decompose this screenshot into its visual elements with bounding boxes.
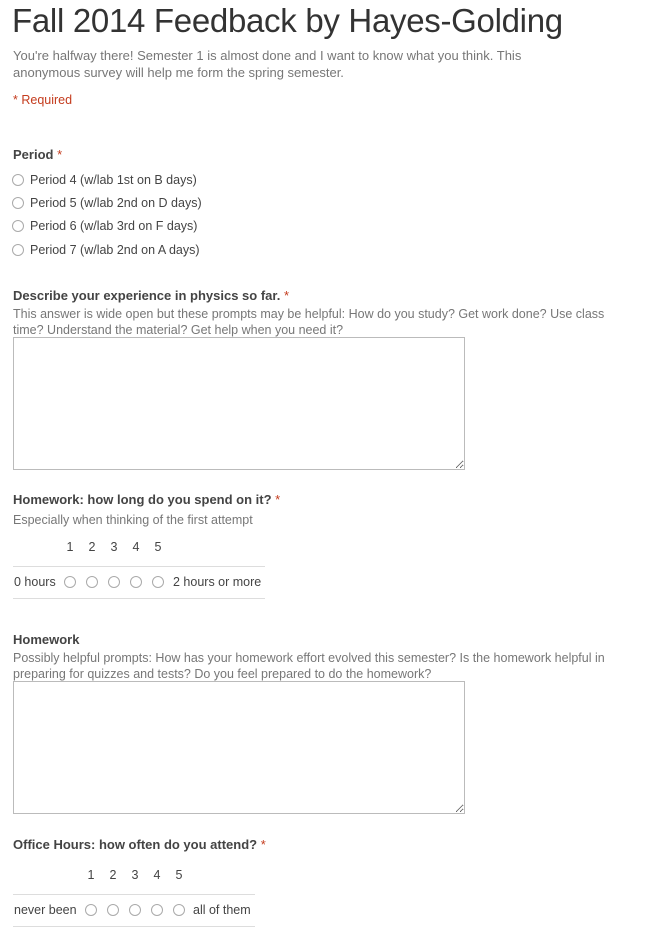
homework-question-label: Homework: [13, 632, 80, 647]
scale-radio-2[interactable]: [86, 576, 98, 588]
radio-button[interactable]: [12, 197, 24, 209]
scale-number: 2: [109, 868, 117, 882]
scale-radio-4[interactable]: [151, 904, 163, 916]
scale-radio-5[interactable]: [173, 904, 185, 916]
scale-number: 1: [66, 540, 74, 554]
scale-number: 5: [154, 540, 162, 554]
scale-radio-3[interactable]: [108, 576, 120, 588]
form-title: Fall 2014 Feedback by Hayes-Golding: [12, 2, 563, 39]
scale-radio-2[interactable]: [107, 904, 119, 916]
question-title: Period: [13, 147, 54, 162]
divider: [13, 894, 255, 895]
required-star: *: [283, 288, 290, 303]
scale-number: 5: [175, 868, 183, 882]
homework-time-question-label: [13, 492, 280, 507]
period-question-label: [13, 147, 62, 162]
question-title: Office Hours: how often do you attend?: [13, 837, 258, 852]
option-label: Period 7 (w/lab 2nd on A days): [30, 243, 200, 257]
scale-min-label: never been: [14, 903, 77, 917]
help-line: preparing for quizzes and tests? Do you feel prepared to do the homework?: [13, 667, 432, 681]
period-option-4[interactable]: [12, 173, 197, 187]
scale-number: 3: [131, 868, 139, 882]
option-label: Period 6 (w/lab 3rd on F days): [30, 219, 198, 233]
required-star: *: [275, 492, 281, 507]
radio-button[interactable]: [12, 174, 24, 186]
form-description: [13, 47, 521, 81]
description-line: anonymous survey will help me form the spring semester.: [13, 65, 344, 80]
help-line: time? Understand the material? Get help when you need it?: [13, 323, 344, 337]
question-title: Describe your experience in physics so far.: [13, 288, 281, 303]
radio-button[interactable]: [12, 244, 24, 256]
scale-number: 1: [87, 868, 95, 882]
help-line: Possibly helpful prompts: How has your homework effort evolved this semester? Is the homework helpful in: [13, 651, 605, 665]
scale-number: 2: [88, 540, 96, 554]
description-line: You're halfway there! Semester 1 is almost done and I want to know what you think. This: [13, 48, 522, 63]
scale-radio-1[interactable]: [64, 576, 76, 588]
experience-textarea[interactable]: [13, 337, 465, 470]
experience-question-label: [13, 288, 289, 303]
radio-button[interactable]: [12, 220, 24, 232]
homework-help-text: [13, 650, 605, 682]
divider: [13, 926, 255, 927]
homework-textarea[interactable]: [13, 681, 465, 814]
required-star: *: [57, 147, 63, 162]
required-star: *: [260, 837, 266, 852]
divider: [13, 566, 265, 567]
question-title: Homework: how long do you spend on it?: [13, 492, 272, 507]
experience-help-text: [13, 306, 604, 338]
divider: [13, 598, 265, 599]
scale-radio-1[interactable]: [85, 904, 97, 916]
homework-time-help-text: Especially when thinking of the first attempt: [13, 513, 253, 527]
office-hours-question-label: [13, 837, 266, 852]
scale-radio-4[interactable]: [130, 576, 142, 588]
scale-radio-5[interactable]: [152, 576, 164, 588]
option-label: Period 5 (w/lab 2nd on D days): [30, 196, 202, 210]
period-option-5[interactable]: [12, 196, 202, 210]
scale-radio-3[interactable]: [129, 904, 141, 916]
scale-max-label: all of them: [193, 903, 251, 917]
scale-number: 4: [153, 868, 161, 882]
option-label: Period 4 (w/lab 1st on B days): [30, 173, 197, 187]
help-line: This answer is wide open but these prompts may be helpful: How do you study? Get work done? Use class: [13, 307, 605, 321]
scale-max-label: 2 hours or more: [173, 575, 262, 589]
scale-min-label: 0 hours: [14, 575, 56, 589]
scale-number: 3: [110, 540, 118, 554]
period-option-6[interactable]: [12, 219, 197, 233]
period-option-7[interactable]: [12, 243, 200, 257]
scale-number: 4: [132, 540, 140, 554]
required-note: * Required: [13, 93, 73, 107]
